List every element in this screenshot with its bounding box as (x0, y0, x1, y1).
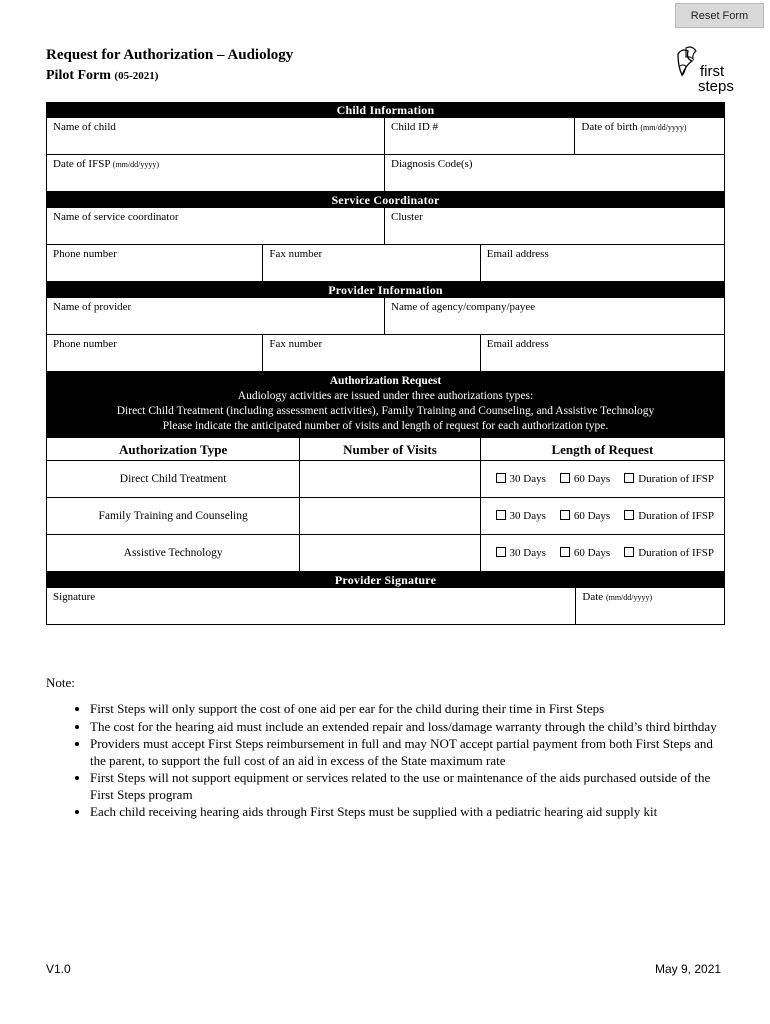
length-options (481, 535, 724, 571)
agency-name-label: Name of agency/company/payee (391, 301, 536, 313)
auth-type-label: Family Training and Counseling (47, 498, 300, 534)
notes-list (46, 701, 726, 821)
visits-input[interactable] (300, 535, 480, 571)
coordinator-phone-field[interactable] (47, 245, 263, 281)
service-coordinator-header: Service Coordinator (46, 192, 725, 208)
authorization-form (46, 102, 725, 625)
svg-text:steps: steps (698, 78, 734, 95)
visits-input[interactable] (300, 461, 480, 497)
notes-label: Note: (46, 675, 75, 690)
visits-input[interactable] (300, 498, 480, 534)
col-length-of-request: Length of Request (551, 442, 654, 457)
version-label: V1.0 (46, 962, 71, 976)
reset-form-button[interactable]: Reset Form (675, 3, 764, 28)
list-item: • Each child receiving hearing aids through First Steps must be supplied with a pediatric hearing aid supply kit (90, 804, 726, 821)
coordinator-name-label: Name of service coordinator (53, 211, 179, 223)
cluster-field[interactable] (385, 208, 724, 244)
length-options (481, 461, 724, 497)
list-item: • Providers must accept First Steps reimbursement in full and may NOT accept partial payment from both First Steps and the parent, to support the full cost of an aid in excess of the State maximum rate (90, 736, 726, 769)
table-row (46, 461, 725, 498)
table-row (46, 498, 725, 535)
auth-request-line3: Please indicate the anticipated number of visits and length of request for each authorization type. (162, 420, 609, 432)
checkbox-duration-ifsp[interactable]: Duration of IFSP (624, 547, 714, 559)
signature-label: Signature (53, 591, 96, 603)
list-item: • First Steps will not support equipment or services related to the use or maintenance of the aids purchased outside of the First Steps program (90, 770, 726, 803)
col-number-of-visits: Number of Visits (300, 438, 480, 460)
coordinator-email-field[interactable] (481, 245, 724, 281)
auth-request-title: Authorization Request (329, 375, 442, 387)
ifsp-date-hint: (mm/dd/yyyy) (112, 160, 160, 169)
list-item: • The cost for the hearing aid must include an extended repair and loss/damage warranty through the child’s third birthday (90, 719, 726, 736)
signature-date-field[interactable] (576, 588, 724, 624)
provider-email-field[interactable] (481, 335, 724, 371)
col-authorization-type: Authorization Type (47, 438, 300, 460)
diagnosis-code-label: Diagnosis Code(s) (391, 158, 473, 170)
cluster-label: Cluster (391, 211, 423, 223)
signature-date-hint: (mm/dd/yyyy) (605, 593, 653, 602)
coordinator-fax-label: Fax number (269, 248, 323, 260)
child-info-header: Child Information (46, 102, 725, 118)
signature-field[interactable] (47, 588, 576, 624)
checkbox-60-days[interactable]: 60 Days (560, 547, 610, 559)
coordinator-email-label: Email address (486, 248, 549, 260)
provider-info-header: Provider Information (46, 282, 725, 298)
provider-phone-field[interactable] (47, 335, 263, 371)
auth-request-line1: Audiology activities are issued under three authorizations types: (237, 390, 534, 402)
child-name-label: Name of child (53, 121, 116, 133)
auth-type-label: Assistive Technology (47, 535, 300, 571)
ifsp-date-field[interactable] (47, 155, 385, 191)
checkbox-60-days[interactable]: 60 Days (560, 473, 610, 485)
ifsp-date-label: Date of IFSP (53, 158, 111, 170)
coordinator-fax-field[interactable] (263, 245, 480, 281)
first-steps-logo (672, 44, 734, 96)
provider-email-label: Email address (486, 338, 549, 350)
subtitle-date: (05-2021) (114, 70, 159, 82)
provider-name-field[interactable] (47, 298, 385, 334)
coordinator-phone-label: Phone number (53, 248, 117, 260)
auth-type-label: Direct Child Treatment (47, 461, 300, 497)
signature-date-label: Date (582, 591, 604, 603)
page-subtitle (46, 68, 158, 84)
checkbox-30-days[interactable]: 30 Days (496, 510, 546, 522)
checkbox-30-days[interactable]: 30 Days (496, 547, 546, 559)
provider-fax-field[interactable] (263, 335, 480, 371)
provider-phone-label: Phone number (53, 338, 117, 350)
notes-section (46, 675, 726, 822)
provider-fax-label: Fax number (269, 338, 323, 350)
length-options (481, 498, 724, 534)
diagnosis-code-field[interactable] (385, 155, 724, 191)
checkbox-duration-ifsp[interactable]: Duration of IFSP (624, 510, 714, 522)
list-item: • First Steps will only support the cost of one aid per ear for the child during their time in First Steps (90, 701, 726, 718)
authorization-request-header (46, 372, 725, 437)
child-name-field[interactable] (47, 118, 385, 154)
provider-signature-header: Provider Signature (46, 572, 725, 588)
footer-date: May 9, 2021 (655, 962, 722, 976)
coordinator-name-field[interactable] (47, 208, 385, 244)
child-id-field[interactable] (385, 118, 575, 154)
child-dob-field[interactable] (575, 118, 724, 154)
checkbox-duration-ifsp[interactable]: Duration of IFSP (624, 473, 714, 485)
subtitle-text: Pilot Form (46, 68, 111, 83)
auth-request-line2: Direct Child Treatment (including assessment activities), Family Training and Counseling, and Assistive Technology (116, 405, 655, 417)
table-row (46, 535, 725, 572)
child-id-label: Child ID # (390, 121, 439, 133)
page-title: Request for Authorization – Audiology (46, 47, 294, 63)
agency-name-field[interactable] (385, 298, 724, 334)
svg-text:first: first (700, 63, 725, 80)
provider-name-label: Name of provider (53, 301, 132, 313)
checkbox-60-days[interactable]: 60 Days (560, 510, 610, 522)
child-dob-label: Date of birth (581, 121, 638, 133)
checkbox-30-days[interactable]: 30 Days (496, 473, 546, 485)
child-dob-hint: (mm/dd/yyyy) (640, 123, 687, 132)
